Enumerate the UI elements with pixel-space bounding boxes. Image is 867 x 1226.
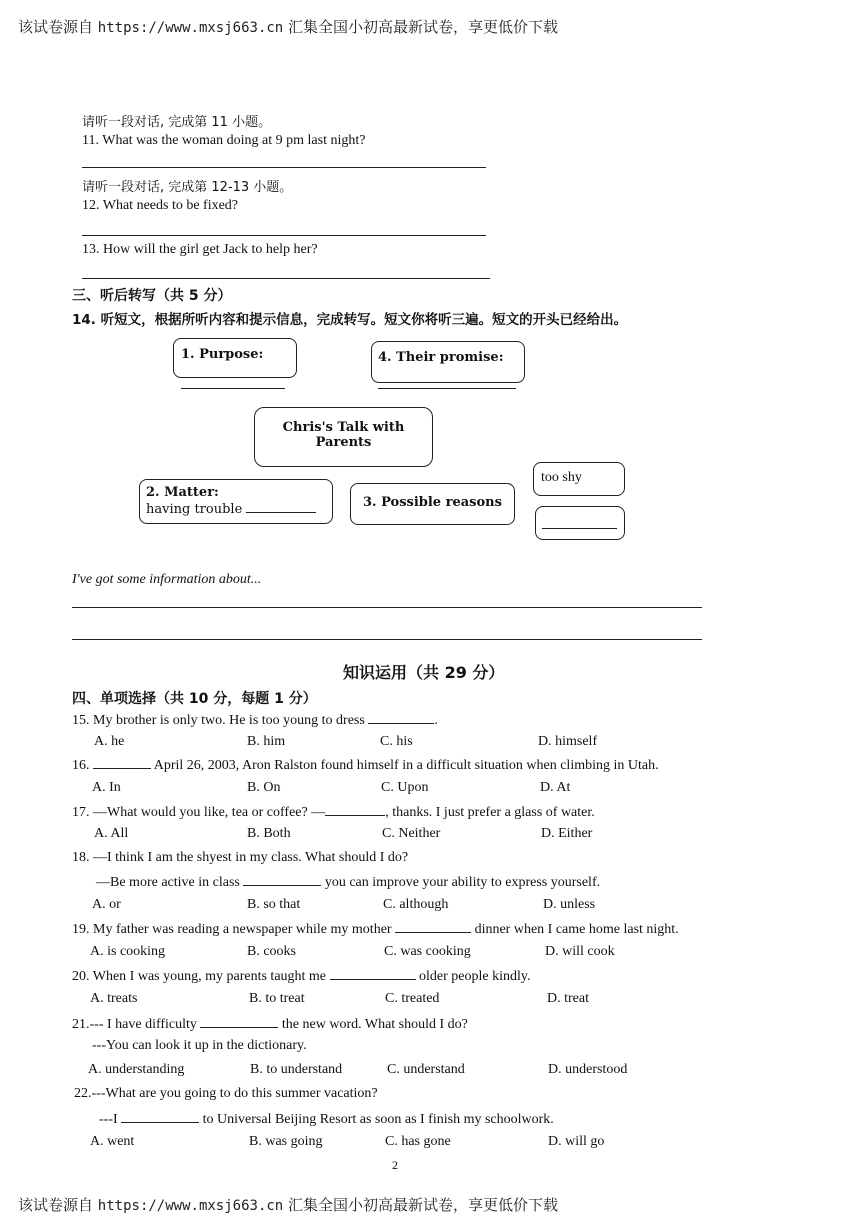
- question-20: [72, 967, 530, 985]
- q17-after: , thanks. I just prefer a glass of water.: [385, 805, 595, 820]
- bottom-banner: [18, 1194, 558, 1215]
- q16-option-d: D. At: [540, 780, 571, 795]
- box-shy-label: too shy: [541, 470, 582, 485]
- writing-line-2: [72, 639, 702, 640]
- q18-option-a: A. or: [92, 897, 121, 912]
- q18-option-c: C. although: [383, 897, 449, 912]
- q15-option-b: B. him: [247, 734, 286, 749]
- q22-line2b: to Universal Beijing Resort as soon as I finish my schoolwork.: [202, 1112, 554, 1127]
- q19-option-b: B. cooks: [247, 944, 296, 959]
- matter-text-value: having trouble: [146, 502, 243, 517]
- question-13: 13. How will the girl get Jack to help her?: [82, 242, 318, 257]
- answer-line-13: [82, 278, 490, 279]
- banner-url-bottom[interactable]: https://www.mxsj663.cn: [97, 1198, 284, 1214]
- q21-option-b: B. to understand: [250, 1062, 343, 1077]
- q17-option-a: A. All: [94, 826, 129, 841]
- q21-option-c: C. understand: [387, 1062, 465, 1077]
- q16-after: April 26, 2003, Aron Ralston found himself in a difficult situation when climbing in Utah.: [153, 758, 659, 773]
- q22-line2a: ---I: [99, 1112, 118, 1127]
- box-purpose: [173, 338, 297, 378]
- box-matter: [139, 479, 333, 524]
- q18-option-d: D. unless: [543, 897, 596, 912]
- box-matter-text: [146, 500, 332, 517]
- banner-url[interactable]: https://www.mxsj663.cn: [97, 20, 284, 36]
- q17-option-d: D. Either: [541, 826, 593, 841]
- instruction-q11: 请听一段对话, 完成第 11 小题。: [82, 115, 272, 130]
- question-18-line2: [96, 873, 600, 891]
- q21-option-a: A. understanding: [88, 1062, 185, 1077]
- matter-blank: [246, 500, 316, 513]
- banner-suffix: 汇集全国小初高最新试卷，享更低价下载: [288, 18, 559, 36]
- purpose-blank: [181, 388, 285, 389]
- box-promise: [371, 341, 525, 383]
- q21-blank: [200, 1015, 278, 1028]
- q15-option-d: D. himself: [538, 734, 598, 749]
- q16-stem: 16.: [72, 758, 90, 773]
- q19-option-a: A. is cooking: [90, 944, 166, 959]
- box-reason-blank: [535, 506, 625, 540]
- q20-option-a: A. treats: [90, 991, 138, 1006]
- q19-option-c: C. was cooking: [384, 944, 471, 959]
- q17-stem: 17. —What would you like, tea or coffee? —: [72, 805, 326, 820]
- promise-blank: [378, 388, 516, 389]
- box-reasons-label: 3. Possible reasons: [363, 495, 502, 510]
- q17-option-b: B. Both: [247, 826, 291, 841]
- q15-after: .: [434, 713, 438, 728]
- question-17: [72, 803, 595, 821]
- question-21-line2: ---You can look it up in the dictionary.: [92, 1038, 307, 1053]
- box-center-topic: [254, 407, 433, 467]
- question-12: 12. What needs to be fixed?: [82, 198, 239, 213]
- q21-stem: 21.--- I have difficulty: [72, 1017, 197, 1032]
- question-18: 18. —I think I am the shyest in my class. What should I do?: [72, 850, 409, 865]
- q22-option-a: A. went: [90, 1134, 135, 1149]
- q22-blank: [121, 1110, 199, 1123]
- q15-blank: [368, 711, 434, 724]
- banner-prefix-bottom: 该试卷源自: [18, 1196, 94, 1214]
- box-shy: [533, 462, 625, 496]
- answer-line-12: [82, 235, 486, 236]
- box-matter-label: 2. Matter:: [146, 485, 219, 500]
- question-21: [72, 1015, 468, 1033]
- box-promise-label: 4. Their promise:: [378, 350, 504, 365]
- question-14: 14. 听短文，根据所听内容和提示信息，完成转写。短文你将听三遍。短文的开头已经给出。: [72, 312, 628, 328]
- q18-line2a: —Be more active in class: [96, 875, 240, 890]
- q17-blank: [325, 803, 385, 816]
- banner-prefix: 该试卷源自: [18, 18, 94, 36]
- q20-option-b: B. to treat: [249, 991, 305, 1006]
- question-11: 11. What was the woman doing at 9 pm last night?: [82, 133, 366, 148]
- instruction-q12-13: 请听一段对话, 完成第 12-13 小题。: [82, 180, 293, 195]
- reason-blank-line: [542, 528, 617, 529]
- q18-option-b: B. so that: [247, 897, 301, 912]
- answer-line-11: [82, 167, 486, 168]
- q18-blank: [243, 873, 321, 886]
- q20-after: older people kindly.: [419, 969, 531, 984]
- q16-option-b: B. On: [247, 780, 281, 795]
- writing-line-1: [72, 607, 702, 608]
- section3-title: 三、听后转写（共 5 分）: [72, 288, 232, 304]
- q20-option-d: D. treat: [547, 991, 589, 1006]
- q22-option-d: D. will go: [548, 1134, 605, 1149]
- q19-stem: 19. My father was reading a newspaper while my mother: [72, 922, 392, 937]
- q20-option-c: C. treated: [385, 991, 440, 1006]
- center-topic-line2: Parents: [315, 435, 372, 450]
- banner-suffix-bottom: 汇集全国小初高最新试卷，享更低价下载: [288, 1196, 559, 1214]
- q15-option-c: C. his: [380, 734, 413, 749]
- q20-stem: 20. When I was young, my parents taught me: [72, 969, 327, 984]
- box-reasons: [350, 483, 515, 525]
- q19-blank: [395, 920, 471, 933]
- q15-stem: 15. My brother is only two. He is too young to dress: [72, 713, 365, 728]
- question-15: [72, 711, 438, 729]
- question-16: [72, 756, 659, 774]
- question-19: [72, 920, 679, 938]
- q18-line2b: you can improve your ability to express yourself.: [324, 875, 601, 890]
- knowledge-title: 知识运用（共 29 分）: [343, 663, 505, 682]
- q16-option-a: A. In: [92, 780, 121, 795]
- q16-blank: [93, 756, 151, 769]
- writing-start-text: I've got some information about...: [72, 572, 262, 587]
- q20-blank: [330, 967, 416, 980]
- top-banner: [18, 16, 558, 37]
- question-22: 22.---What are you going to do this summer vacation?: [74, 1086, 378, 1101]
- box-purpose-label: 1. Purpose:: [181, 347, 264, 362]
- q22-option-b: B. was going: [249, 1134, 323, 1149]
- q21-after: the new word. What should I do?: [281, 1017, 468, 1032]
- q19-after: dinner when I came home last night.: [474, 922, 679, 937]
- q22-option-c: C. has gone: [385, 1134, 451, 1149]
- q21-option-d: D. understood: [548, 1062, 628, 1077]
- question-22-line2: [99, 1110, 554, 1128]
- q16-option-c: C. Upon: [381, 780, 429, 795]
- section4-title: 四、单项选择（共 10 分，每题 1 分）: [72, 691, 317, 707]
- q17-option-c: C. Neither: [382, 826, 441, 841]
- q19-option-d: D. will cook: [545, 944, 615, 959]
- center-topic-line1: Chris's Talk with: [282, 420, 405, 435]
- q15-option-a: A. he: [94, 734, 125, 749]
- page-number: 2: [392, 1158, 398, 1172]
